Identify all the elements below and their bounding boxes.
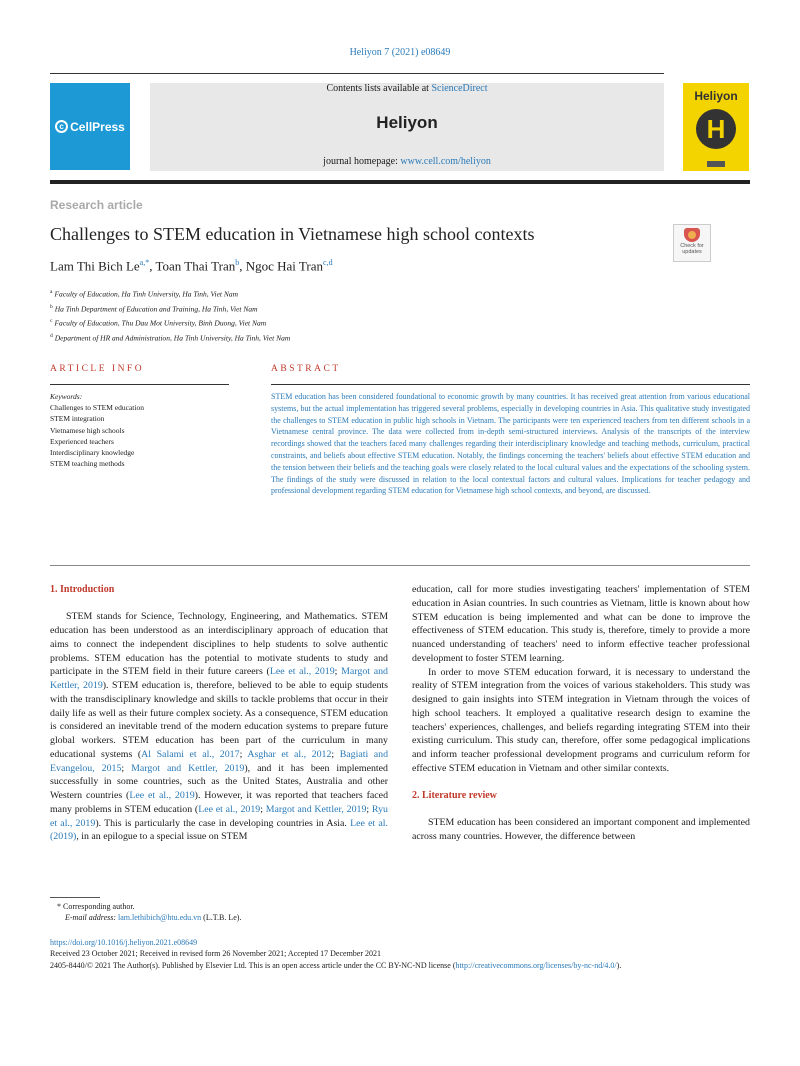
journal-name: Heliyon (376, 113, 438, 132)
paragraph-text: ). However, it was reported that teachers faced many problems in STEM education ( (50, 790, 389, 815)
footnote (57, 901, 241, 923)
paragraph-text: , in an epilogue to a special issue on STEM (76, 831, 248, 843)
paragraph-text: ; (331, 748, 340, 760)
cellpress-logo-text: CellPress (70, 119, 125, 134)
paragraph-text: ; (239, 748, 248, 760)
contents-prefix: Contents lists available at (326, 83, 432, 94)
affiliation-item (50, 301, 290, 316)
affiliation-mark: c (50, 318, 53, 324)
license-prefix: 2405-8440/© 2021 The Author(s). Published by Elsevier Ltd. This is an open access article under the CC BY-NC-ND license ( (50, 960, 456, 970)
keyword-item: STEM teaching methods (50, 459, 125, 469)
citation-link[interactable]: Margot and Kettler, 2019 (50, 666, 388, 691)
affiliation-text: Ha Tinh Department of Education and Training, Ha Tinh, Viet Nam (54, 304, 258, 313)
body-divider (50, 565, 750, 566)
publication-info (50, 937, 750, 971)
affiliation-list (50, 286, 290, 344)
keyword-item: Experienced teachers (50, 436, 114, 446)
keyword-item: STEM integration (50, 414, 105, 424)
affiliation-item (50, 315, 290, 330)
contents-line (150, 83, 664, 94)
check-updates-label: Check for updates (680, 243, 704, 255)
affiliation-mark: a (50, 289, 53, 295)
license-suffix: ). (616, 960, 622, 970)
citation-link[interactable]: Asghar et al., 2012 (247, 748, 332, 760)
affiliation-text: Faculty of Education, Thu Dau Mot University, Binh Duong, Viet Nam (54, 318, 267, 328)
left-column (50, 583, 388, 844)
bookmark-icon (684, 228, 700, 242)
article-info-heading: ARTICLE INFO (50, 364, 145, 374)
abstract-divider (271, 384, 750, 385)
journal-reference[interactable]: Heliyon 7 (2021) e08649 (349, 47, 451, 58)
introduction-continuation-paragraph: education, call for more studies investigating teachers' implementation of STEM education in Asian countries. In such countries as Vietnam, little is known about how STEM education is being implemented and what can be done to improve the effectiveness of STEM education. This study is, therefore, timely to provide a more nuanced understanding of teachers' need to inform effective teacher professional development to foster STEM learning. (412, 584, 750, 664)
journal-cover-image[interactable] (683, 83, 749, 171)
corresponding-author-label: Corresponding author. (63, 902, 135, 911)
abstract-heading: ABSTRACT (271, 364, 341, 374)
affiliation-text: Department of HR and Administration, Ha Tinh University, Ha Tinh, Viet Nam (54, 333, 291, 342)
author-list: Lam Thi Bich $Le^{a,*}$, Toan Thai Tran$^b$, Ngoc Hai Tran$^{c,d}$ (50, 258, 333, 274)
paragraph-text: ). This is particularly the case in developing countries in Asia. (95, 817, 351, 829)
cellpress-c-icon: c (55, 120, 68, 133)
keyword-item: Interdisciplinary knowledge (50, 448, 135, 458)
right-column (412, 583, 750, 844)
affiliation-item (50, 330, 290, 345)
article-info-divider (50, 384, 229, 385)
footnote-divider (50, 897, 100, 898)
author-affiliation-mark[interactable]: b (235, 258, 240, 267)
affiliation-text: Faculty of Education, Ha Tinh University, Ha Tinh, Viet Nam (54, 289, 239, 299)
cover-h-icon: H (696, 109, 736, 149)
sciencedirect-link[interactable]: ScienceDirect (431, 83, 488, 94)
paragraph-text: ; (366, 803, 372, 815)
homepage-line (150, 156, 664, 167)
section-heading-introduction: 1. Introduction (50, 584, 115, 595)
license-statement (50, 960, 750, 971)
paragraph-text: ). STEM education is, therefore, believed to be able to equip students with the transdisciplinary knowledge and skills to tackle problems that occur in their daily life as well as their future complex society. As a consequence, STEM education is considered an inevitable trend of the modern education systems to prepare future global workers. STEM education has been part of the curriculum in many educational systems ( (50, 680, 388, 760)
author-affiliation-mark[interactable]: a,* (139, 258, 150, 267)
introduction-paragraph (50, 610, 388, 844)
journal-header-band (150, 83, 664, 171)
citation-link[interactable]: Lee et al. (2019) (50, 817, 388, 843)
email-label: E-mail address: (65, 913, 119, 922)
author-name[interactable]: Lam Thi Bich Le (50, 258, 140, 274)
author-name[interactable]: Ngoc Hai Tran (245, 258, 324, 274)
citation-link[interactable]: Lee et al., 2019 (129, 790, 195, 801)
corresponding-author-note (57, 901, 241, 912)
paragraph-text: ; (260, 803, 266, 815)
affiliation-item (50, 286, 290, 301)
paragraph-text: STEM stands for Science, Technology, Engineering, and Mathematics. STEM education has been understood as an interdisciplinary approach of education that aims to connect the independent disciplines to help students to solve authentic problems. STEM education has the potential to motivate students to study and participate in the STEM field in their future careers ( (50, 611, 388, 678)
email-note (57, 912, 241, 923)
author-name[interactable]: Toan Thai Tran (155, 258, 236, 274)
publication-dates: Received 23 October 2021; Received in revised form 26 November 2021; Accepted 17 December 2021 (50, 949, 382, 959)
email-suffix: (L.T.B. Le). (201, 913, 242, 922)
citation-link[interactable]: Bagiati and Evangelou, 2015 (50, 748, 389, 774)
cover-footer-mark (707, 161, 725, 167)
keywords-list (50, 391, 144, 469)
doi-link[interactable]: https://doi.org/10.1016/j.heliyon.2021.e08649 (50, 938, 198, 947)
paragraph-text: ; (121, 762, 132, 774)
footnote-mark: * (57, 902, 61, 911)
citation-link[interactable]: Margot and Kettler, 2019 (131, 762, 245, 774)
introduction-paragraph: In order to move STEM education forward, it is necessary to understand the reality of STEM integration from the voices of various stakeholders. This study was designed to gain insights into STEM integration in Vietnam through the voices of high school teachers. It employed a qualitative research design to examine the teachers' experiences, challenges, and beliefs regarding integrating STEM into their existing curriculum. This study can, therefore, offer some pedagogical implications and inform teacher professional development programs and curriculum reform for effective STEM education in Vietnam and other similar contexts. (412, 666, 750, 774)
citation-link[interactable]: Al Salami et al., 2017 (141, 748, 240, 760)
literature-review-paragraph: STEM education has been considered an important component and implemented across many countries. However, the difference between (412, 817, 750, 842)
article-title: Challenges to STEM education in Vietnamese high school contexts (50, 224, 535, 244)
header-thick-divider (50, 180, 750, 184)
author-affiliation-mark[interactable]: c,d (323, 258, 333, 267)
section-heading-literature-review: 2. Literature review (412, 790, 497, 801)
citation-link[interactable]: Ryu et al., 2019 (50, 803, 388, 829)
email-link[interactable]: lam.lethibich@htu.edu.vn (118, 913, 202, 922)
keyword-item: Vietnamese high schools (50, 425, 125, 435)
affiliation-mark: b (50, 303, 53, 310)
keywords-label: Keywords: (50, 392, 83, 401)
paragraph-text: ; (334, 666, 342, 678)
keyword-item: Challenges to STEM education (50, 403, 144, 413)
license-link[interactable]: http://creativecommons.org/licenses/by-nc-nd/4.0/ (455, 960, 617, 970)
citation-link[interactable]: Lee et al., 2019 (198, 803, 261, 815)
cover-title: Heliyon (694, 89, 738, 103)
article-type: Research article (50, 198, 143, 212)
cellpress-logo[interactable] (50, 83, 130, 170)
citation-link[interactable]: Margot and Kettler, 2019 (265, 803, 367, 815)
top-divider (50, 73, 664, 74)
abstract-text: STEM education has been considered foundational to economic growth by many countries. It has received great attention from various educational systems, but the actual implementation has triggered several problems, especially in developing countries in Asia. This qualitative study investigated the challenges to STEM education in public high schools in Vietnam. The participants were ten experienced teachers from ten different schools in a Vietnamese central province. The data were collected from in-depth semi-structured interviews. Analysis of the transcripts of the interview recordings showed that the teachers faced many challenges regarding their interdisciplinary knowledge and teaching methods, curriculum, practical constraints, and beliefs about effective STEM education. Notably, the findings concerning the teachers' beliefs about effective STEM education and the tension between their beliefs and the teaching goals were closely related to the local cultural values and the expectations of the schooling system. The findings of the study were discussed in relation to the local contextual factors and cultural values. Implications for teacher pedagogy and professional development regarding STEM education for Vietnamese high school contexts, and beyond, are discussed. (271, 392, 750, 496)
paragraph-text: ), and it has been implemented successfully in some countries, such as the United States, Australia and other Western countries ( (50, 762, 388, 801)
homepage-link[interactable]: www.cell.com/heliyon (400, 156, 491, 167)
check-for-updates-badge[interactable] (673, 224, 711, 262)
affiliation-mark: d (50, 332, 53, 339)
citation-link[interactable]: Lee et al., 2019 (269, 666, 335, 678)
homepage-prefix: journal homepage: (323, 156, 401, 167)
